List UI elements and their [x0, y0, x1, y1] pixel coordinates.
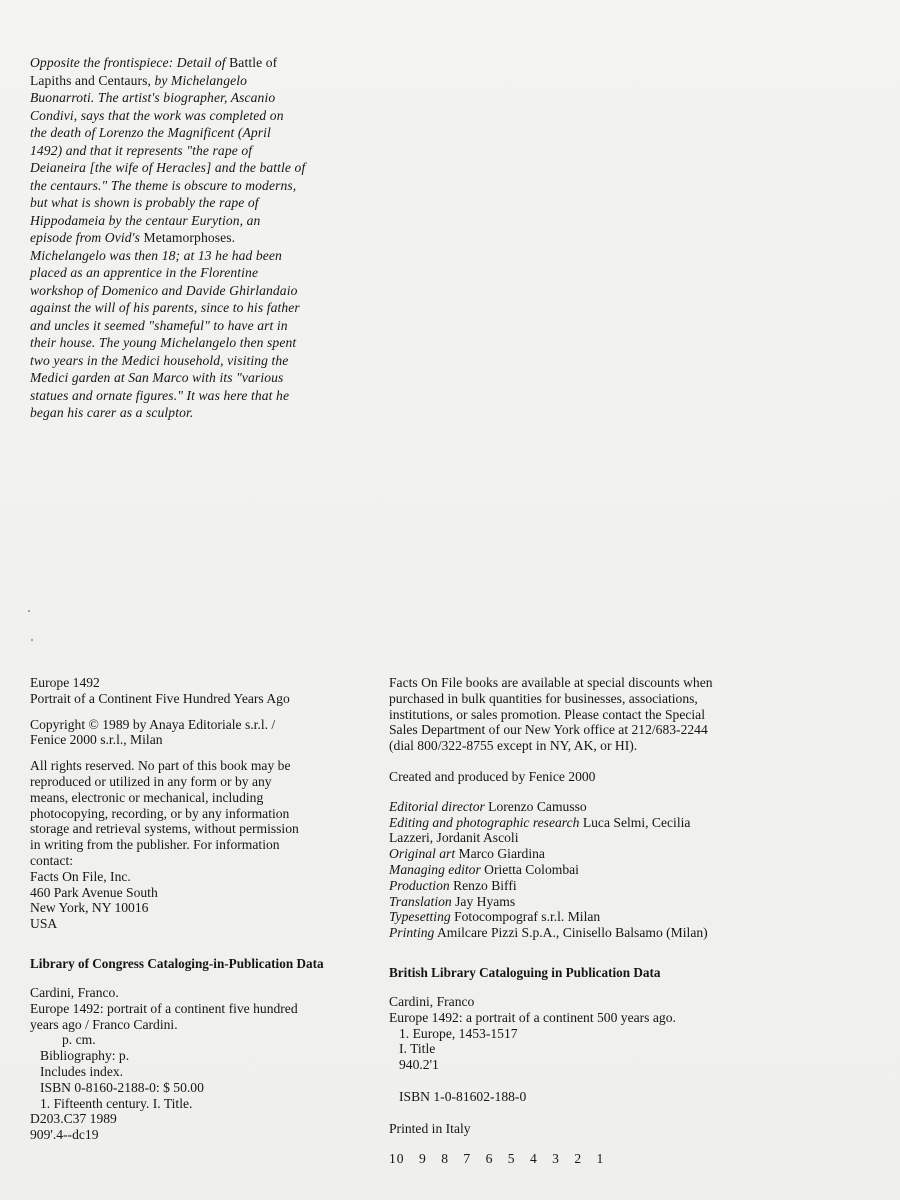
caption-line: the centaurs." The theme is obscure to moderns, — [30, 177, 297, 193]
discount-line: purchased in bulk quantities for businesses, associations, — [389, 690, 698, 706]
loc-line: ISBN 0-8160-2188-0: $ 50.00 — [40, 1079, 204, 1095]
credit-line: Printing Amilcare Pizzi S.p.A., Cinisello Balsamo (Milan) — [389, 925, 708, 941]
rights-line: storage and retrieval systems, without permission — [30, 821, 299, 837]
bl-heading: British Library Cataloguing in Publication Data — [389, 964, 661, 980]
credit-line: Typesetting Fotocompograf s.r.l. Milan — [389, 909, 601, 925]
printer-line: 10 9 8 7 6 5 4 3 2 1 — [389, 1150, 605, 1166]
caption-line: statues and ornate figures." It was here that he — [30, 387, 290, 403]
frontispiece-caption — [30, 54, 370, 422]
rights-block — [30, 758, 370, 932]
rights-line: photocopying, recording, or by any information — [30, 805, 290, 821]
isbn: ISBN 1-0-81602-188-0 — [399, 1088, 527, 1104]
publisher-address-line: USA — [30, 916, 58, 932]
book-subtitle: Portrait of a Continent Five Hundred Years Ago — [30, 690, 290, 706]
publication-info-left — [30, 675, 370, 1143]
bl-line: 1. Europe, 1453-1517 — [399, 1025, 518, 1041]
discount-line: institutions, or sales promotion. Please contact the Special — [389, 706, 705, 722]
publication-info-right — [389, 675, 789, 1166]
caption-line: began his carer as a sculptor. — [30, 405, 194, 420]
bl-line: Cardini, Franco — [389, 993, 475, 1009]
bl-class: 940.2'1 — [399, 1057, 439, 1073]
credit-line: Production Renzo Biffi — [389, 877, 517, 893]
loc-line: Europe 1492: portrait of a continent five hundred — [30, 1000, 298, 1016]
loc-line: Includes index. — [40, 1063, 124, 1079]
rights-line: in writing from the publisher. For information — [30, 837, 280, 853]
caption-line: but what is shown is probably the rape of — [30, 195, 259, 210]
caption-line: episode from Ovid's Metamorphoses. — [30, 230, 236, 245]
credit-line: Translation Jay Hyams — [389, 893, 516, 909]
loc-line: p. cm. — [62, 1032, 96, 1048]
bl-line: Europe 1492: a portrait of a continent 500 years ago. — [389, 1009, 676, 1025]
title-block — [30, 675, 370, 707]
loc-line: 1. Fifteenth century. I. Title. — [40, 1095, 193, 1111]
credit-line: Editorial director Lorenzo Camusso — [389, 798, 587, 814]
publisher-address-line: Facts On File, Inc. — [30, 868, 131, 884]
loc-line: years ago / Franco Cardini. — [30, 1016, 178, 1032]
created-line: Created and produced by Fenice 2000 — [389, 768, 596, 784]
caption-line: workshop of Domenico and Davide Ghirlandaio — [30, 282, 298, 298]
created-by — [389, 769, 789, 785]
loc-line: Bibliography: p. — [40, 1048, 130, 1064]
copyright-line: Copyright © 1989 by Anaya Editoriale s.r.l. / — [30, 716, 276, 732]
publisher-address-line: New York, NY 10016 — [30, 900, 149, 916]
caption-line: placed as an apprentice in the Florentine — [30, 265, 259, 280]
paper-speck — [31, 639, 33, 641]
loc-line: D203.C37 1989 — [30, 1111, 117, 1127]
credit-line: Managing editor Orietta Colombai — [389, 861, 579, 877]
credits-block — [389, 799, 789, 941]
rights-line: contact: — [30, 852, 74, 868]
rights-line: All rights reserved. No part of this book may be — [30, 758, 291, 774]
credit-line: Original art Marco Giardina — [389, 846, 545, 862]
caption-line: 1492) and that it represents "the rape of — [30, 142, 253, 158]
caption-line: Michelangelo was then 18; at 13 he had been — [30, 247, 282, 263]
caption-line: Hippodameia by the centaur Eurytion, an — [30, 212, 261, 228]
loc-line: Cardini, Franco. — [30, 984, 119, 1000]
paper-speck — [28, 610, 30, 612]
caption-line: Deianeira [the wife of Heracles] and the battle of — [30, 160, 306, 175]
loc-heading: Library of Congress Cataloging-in-Publication Data — [30, 955, 324, 971]
discount-line: Facts On File books are available at special discounts when — [389, 675, 713, 690]
publisher-address-line: 460 Park Avenue South — [30, 884, 158, 900]
rights-line: means, electronic or mechanical, including — [30, 789, 264, 805]
bl-cataloguing-block — [389, 965, 789, 1166]
caption-line: and uncles it seemed "shameful" to have art in — [30, 317, 288, 333]
caption-line: Buonarroti. The artist's biographer, Ascanio — [30, 90, 276, 105]
discount-block — [389, 675, 789, 754]
loc-cataloging-block — [30, 956, 370, 1143]
discount-line: Sales Department of our New York office at 212/683-2244 — [389, 722, 708, 738]
caption-line: their house. The young Michelangelo then spent — [30, 335, 297, 350]
caption-line: two years in the Medici household, visiting the — [30, 352, 289, 368]
printed-in: Printed in Italy — [389, 1120, 471, 1136]
credit-line: Lazzeri, Jordanit Ascoli — [389, 830, 519, 846]
caption-line: Condivi, says that the work was completed on — [30, 107, 284, 123]
caption-line: Opposite the frontispiece: Detail of Battle of — [30, 55, 278, 70]
caption-line: Medici garden at San Marco with its "various — [30, 370, 284, 385]
caption-line: Lapiths and Centaurs, by Michelangelo — [30, 72, 247, 88]
loc-line: 909'.4--dc19 — [30, 1127, 99, 1143]
bl-line: I. Title — [399, 1041, 436, 1057]
discount-line: (dial 800/322-8755 except in NY, AK, or HI). — [389, 738, 638, 754]
copyright-block — [30, 717, 370, 749]
credit-line: Editing and photographic research Luca Selmi, Cecilia — [389, 814, 691, 830]
caption-line: against the will of his parents, since to his father — [30, 300, 300, 315]
book-title: Europe 1492 — [30, 675, 100, 690]
caption-line: the death of Lorenzo the Magnificent (April — [30, 125, 271, 140]
copyright-line: Fenice 2000 s.r.l., Milan — [30, 732, 163, 748]
rights-line: reproduced or utilized in any form or by any — [30, 773, 272, 789]
